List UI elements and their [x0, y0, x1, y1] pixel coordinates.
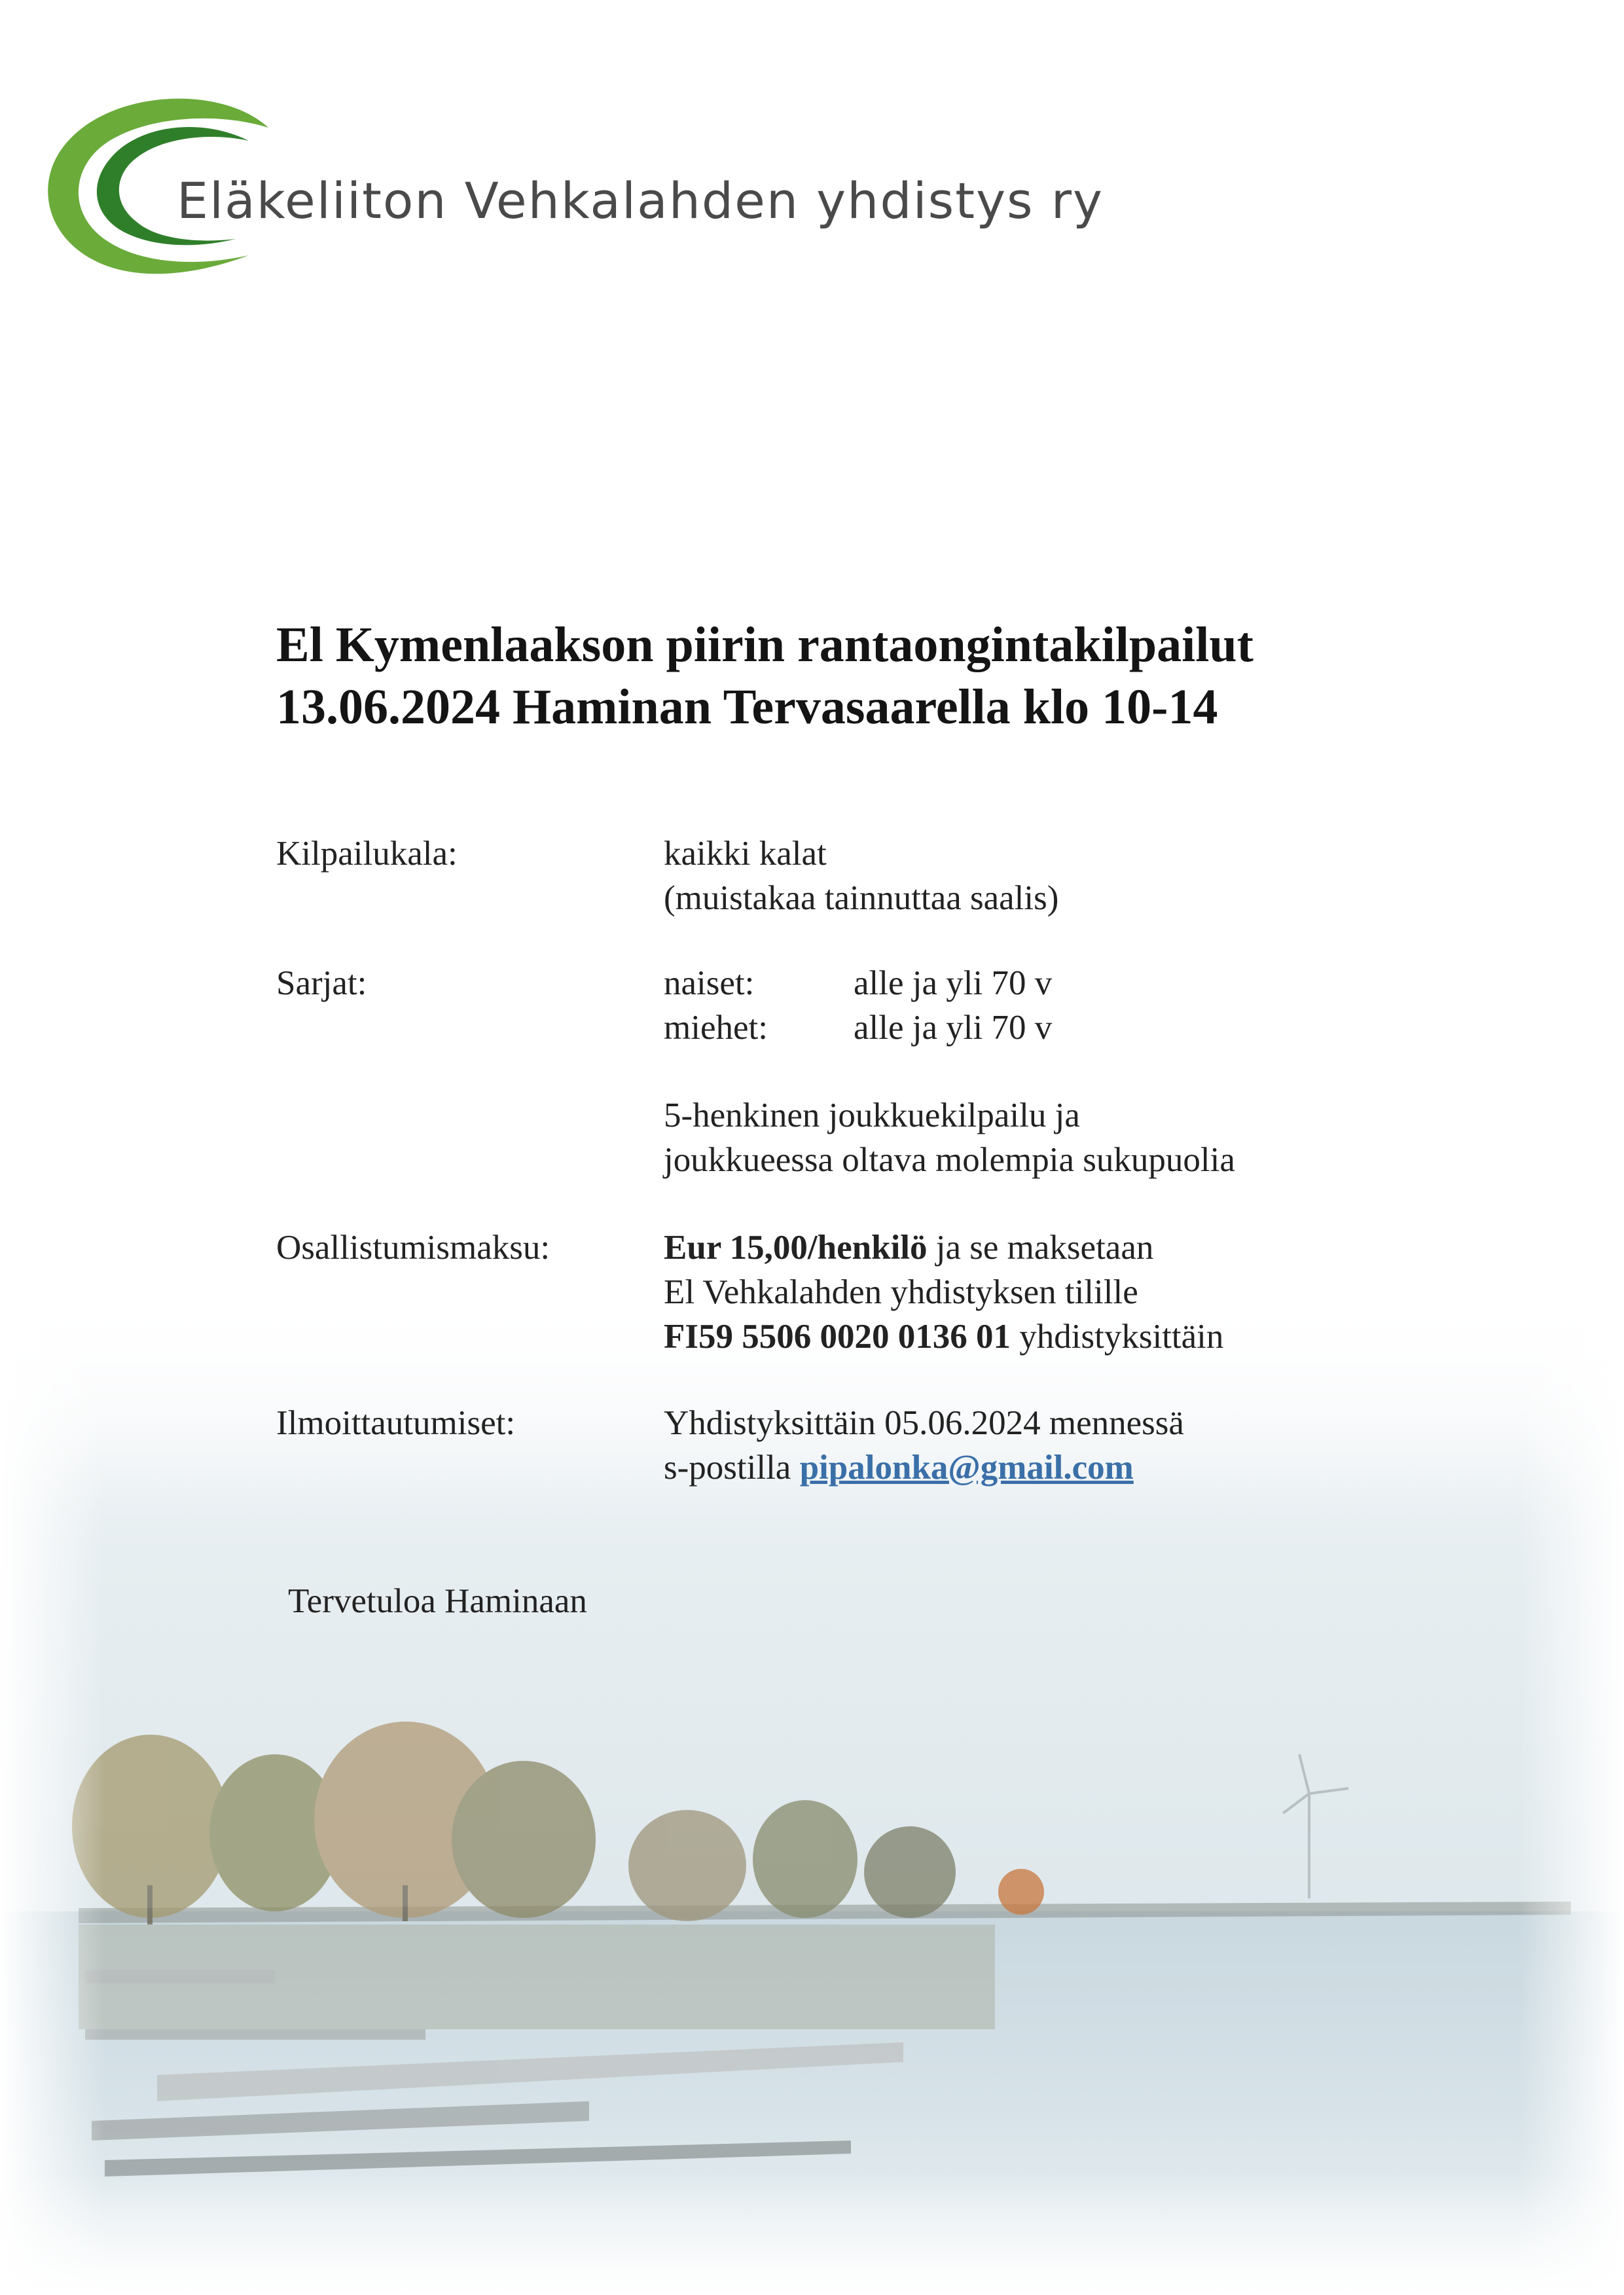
email-prefix: s-postilla — [664, 1449, 800, 1487]
title-line-2: 13.06.2024 Haminan Tervasaarella klo 10-14 — [276, 679, 1218, 734]
account-number: FI59 5506 0020 0136 01 — [664, 1318, 1011, 1356]
maksu-line-3 — [664, 1314, 1223, 1359]
sarjat-label: Sarjat: — [276, 964, 367, 1002]
kilpailukala-line-2: (muistakaa tainnuttaa saalis) — [664, 879, 1059, 917]
ilmoittautumiset-line-2 — [664, 1445, 1184, 1490]
sarjat-row-naiset — [664, 961, 1052, 1005]
maksu-line-2: El Vehkalahden yhdistyksen tilille — [664, 1273, 1138, 1311]
kilpailukala-label: Kilpailukala: — [276, 835, 458, 873]
team-line-1: 5-henkinen joukkuekilpailu ja — [664, 1096, 1080, 1134]
sarjat-value — [664, 961, 1052, 1050]
welcome-text: Tervetuloa Haminaan — [288, 1582, 587, 1620]
maksu-label: Osallistumismaksu: — [276, 1229, 550, 1267]
price: Eur 15,00/henkilö — [664, 1229, 928, 1267]
ilmoittautumiset-value — [664, 1401, 1184, 1490]
account-rest: yhdistyksittäin — [1011, 1318, 1224, 1356]
email-link[interactable]: pipalonka@gmail.com — [799, 1449, 1134, 1487]
maksu-line-1 — [664, 1225, 1223, 1270]
ilmoittautumiset-line-1: Yhdistyksittäin 05.06.2024 mennessä — [664, 1404, 1184, 1442]
sarjat-desc: alle ja yli 70 v — [854, 1009, 1053, 1047]
ilmoittautumiset-label: Ilmoittautumiset: — [276, 1404, 516, 1442]
organization-name: Eläkeliiton Vehkalahden yhdistys ry — [177, 172, 1104, 230]
page-title — [276, 614, 1254, 738]
title-line-1: El Kymenlaakson piirin rantaongintakilpailut — [276, 617, 1254, 672]
sarjat-group: miehet: — [664, 1009, 768, 1047]
team-line-2: joukkueessa oltava molempia sukupuolia — [664, 1141, 1235, 1179]
sarjat-desc: alle ja yli 70 v — [854, 964, 1053, 1002]
team-competition-text — [664, 1093, 1235, 1182]
maksu-value — [664, 1225, 1223, 1359]
kilpailukala-value — [664, 831, 1058, 920]
kilpailukala-line-1: kaikki kalat — [664, 835, 827, 873]
price-rest: ja se maksetaan — [927, 1229, 1154, 1267]
sarjat-group: naiset: — [664, 964, 755, 1002]
sarjat-row-miehet — [664, 1005, 1052, 1050]
